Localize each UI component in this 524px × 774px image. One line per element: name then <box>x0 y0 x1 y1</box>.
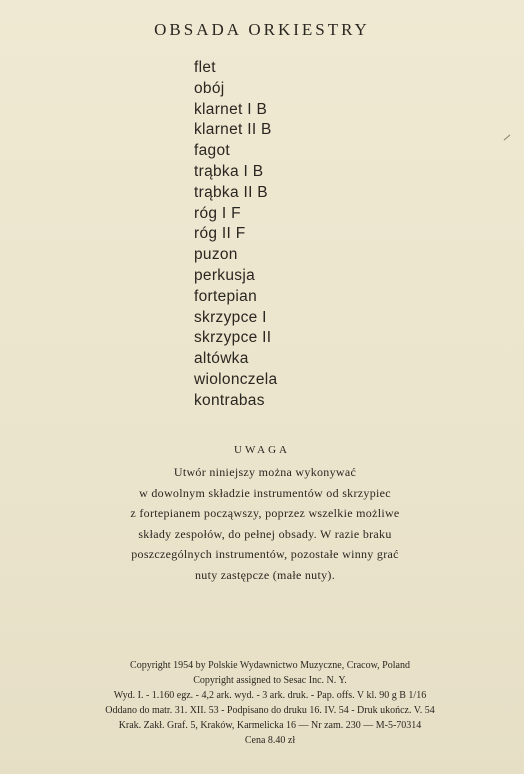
instrument-list <box>194 58 277 412</box>
instrument-item: klarnet I B <box>194 100 268 118</box>
copyright-line: Copyright 1954 by Polskie Wydawnictwo Muzyczne, Cracow, Poland <box>130 660 410 671</box>
instrument-item: trąbka II B <box>194 183 268 201</box>
instrument-item: róg II F <box>194 225 246 243</box>
note-line: składy zespołów, do pełnej obsady. W razie braku <box>138 526 392 541</box>
instrument-item: fortepian <box>194 287 258 305</box>
print-details-line: Wyd. I. - 1.160 egz. - 4,2 ark. wyd. - 3 ark. druk. - Pap. offs. V kl. 90 g B 1/16 <box>113 690 427 701</box>
note-line: nuty zastępcze (małe nuty). <box>194 567 336 582</box>
page-title: OBSADA ORKIESTRY <box>154 20 370 39</box>
instrument-item: klarnet II B <box>194 121 272 139</box>
instrument-item: skrzypce I <box>194 308 267 326</box>
instrument-item: skrzypce II <box>194 329 272 347</box>
note-line: Utwór niniejszy można wykonywać <box>173 465 357 479</box>
note-heading: UWAGA <box>234 444 290 456</box>
instrument-item: wiolonczela <box>194 370 278 388</box>
instrument-item: flet <box>194 59 216 76</box>
note-line: poszczególnych instrumentów, pozostałe winny grać <box>131 547 399 561</box>
instrument-item: trąbka I B <box>194 162 264 180</box>
instrument-item: kontrabas <box>194 391 265 409</box>
instrument-item: obój <box>194 79 225 97</box>
printer-line: Krak. Zakł. Graf. 5, Kraków, Karmelicka 16 — Nr zam. 230 — M-5-70314 <box>118 720 422 731</box>
copyright-block <box>30 658 510 748</box>
copyright-line: Copyright assigned to Sesac Inc. N. Y. <box>193 675 347 686</box>
note-line: w dowolnym składzie instrumentów od skrzypiec <box>139 485 391 500</box>
instrument-item: róg I F <box>194 204 241 222</box>
instrument-item: puzon <box>194 246 238 264</box>
instrument-item: fagot <box>194 142 230 160</box>
pencil-mark <box>504 135 511 141</box>
note-line: z fortepianem począwszy, poprzez wszelkie możliwe <box>130 506 400 520</box>
note-paragraph <box>80 462 450 585</box>
instrument-item: altówka <box>194 350 249 368</box>
print-details-line: Oddano do matr. 31. XII. 53 - Podpisano do druku 16. IV. 54 - Druk ukończ. V. 54 <box>105 705 435 716</box>
instrument-item: perkusja <box>194 266 255 284</box>
price-line: Cena 8.40 zł <box>244 735 296 746</box>
